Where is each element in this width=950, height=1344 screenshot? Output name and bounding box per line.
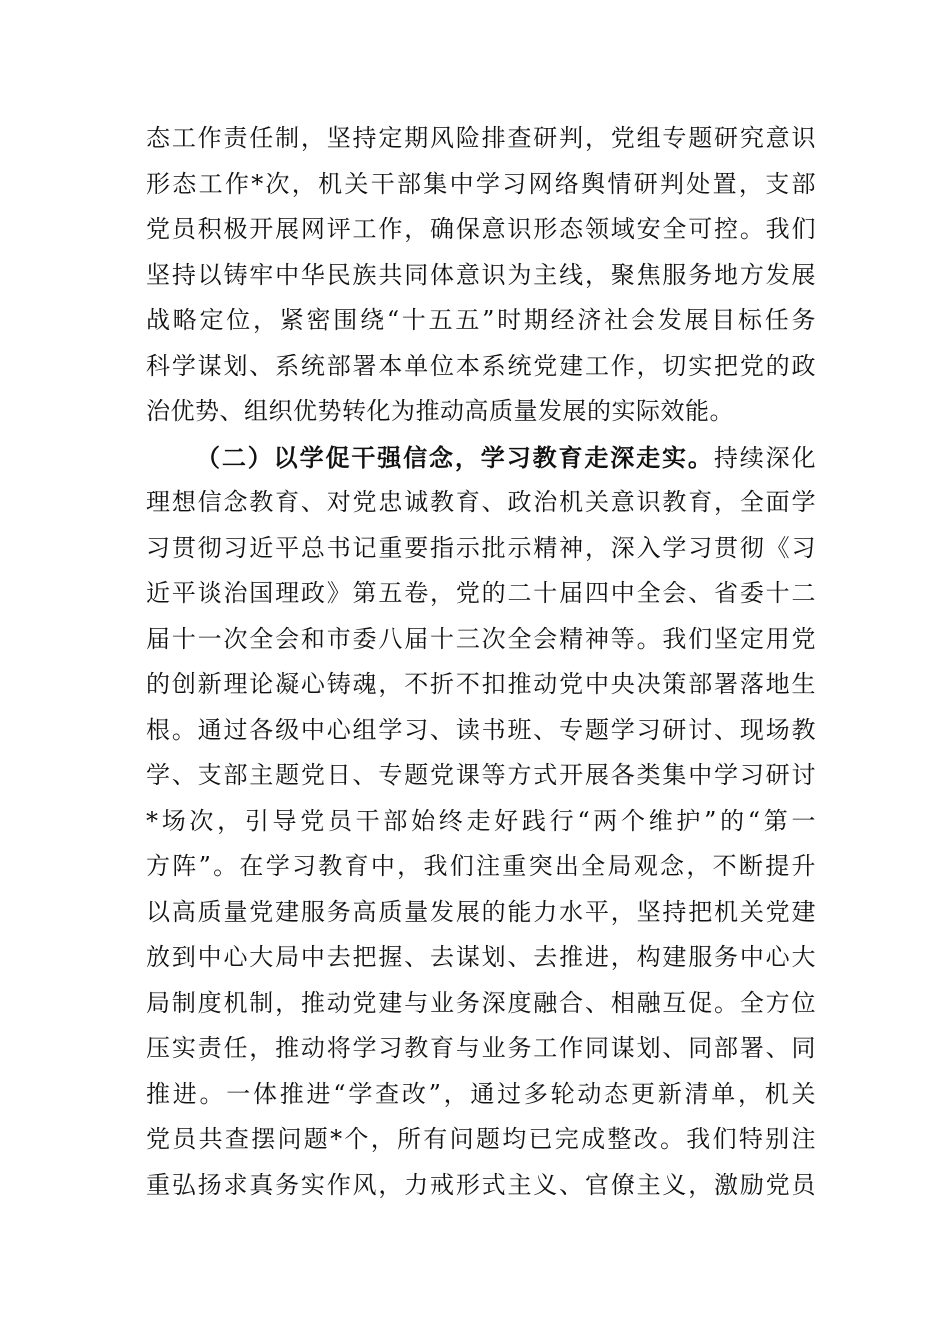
section-line: 方阵”。在学习教育中，我们注重突出全局观念，不断提升: [146, 852, 816, 880]
section-line: 推进。一体推进“学查改”，通过多轮动态更新清单，机关: [146, 1079, 816, 1108]
section-line: 以高质量党建服务高质量发展的能力水平，坚持把机关党建: [146, 897, 816, 926]
section-line: 的创新理论凝心铸魂，不折不扣推动党中央决策部署落地生: [146, 670, 816, 698]
document-body: [146, 116, 816, 1208]
paragraph-line: 战略定位，紧密围绕“十五五”时期经济社会发展目标任务: [146, 306, 816, 334]
section-heading: （二）以学促干强信念，学习教育走深走实。: [196, 442, 714, 472]
paragraph-line: 坚持以铸牢中华民族共同体意识为主线，聚焦服务地方发展: [146, 260, 816, 289]
section-line: 近平谈治国理政》第五卷，党的二十届四中全会、省委十二: [146, 579, 816, 607]
section-line: 理想信念教育、对党忠诚教育、政治机关意识教育，全面学: [146, 488, 816, 516]
section-line: 压实责任，推动将学习教育与业务工作同谋划、同部署、同: [146, 1034, 816, 1062]
paragraph-line: 科学谋划、系统部署本单位本系统党建工作，切实把党的政: [146, 351, 816, 380]
section-line: 根。通过各级中心组学习、读书班、专题学习研讨、现场教: [146, 715, 816, 744]
paragraph-line: 党员积极开展网评工作，确保意识形态领域安全可控。我们: [146, 215, 816, 243]
section-line: 放到中心大局中去把握、去谋划、去推进，构建服务中心大: [146, 943, 816, 971]
section-line: 届十一次全会和市委八届十三次全会精神等。我们坚定用党: [146, 624, 816, 653]
section-line: *场次，引导党员干部始终走好践行“两个维护”的“第一: [146, 806, 816, 835]
section-line: 局制度机制，推动党建与业务深度融合、相融互促。全方位: [146, 988, 816, 1017]
paragraph-line: 形态工作*次，机关干部集中学习网络舆情研判处置，支部: [146, 169, 816, 198]
section-line: 重弘扬求真务实作风，力戒形式主义、官僚主义，激励党员: [146, 1170, 816, 1199]
section-first-line-text: 持续深化: [713, 443, 816, 472]
section-line: 党员共查摆问题*个，所有问题均已完成整改。我们特别注: [146, 1125, 816, 1153]
section-first-line: [146, 435, 816, 481]
section-line: 学、支部主题党日、专题党课等方式开展各类集中学习研讨: [146, 761, 816, 789]
paragraph-line: 态工作责任制，坚持定期风险排查研判，党组专题研究意识: [146, 124, 816, 152]
paragraph-line: 治优势、组织优势转化为推动高质量发展的实际效能。: [146, 397, 734, 425]
section-line: 习贯彻习近平总书记重要指示批示精神，深入学习贯彻《习: [146, 533, 816, 562]
